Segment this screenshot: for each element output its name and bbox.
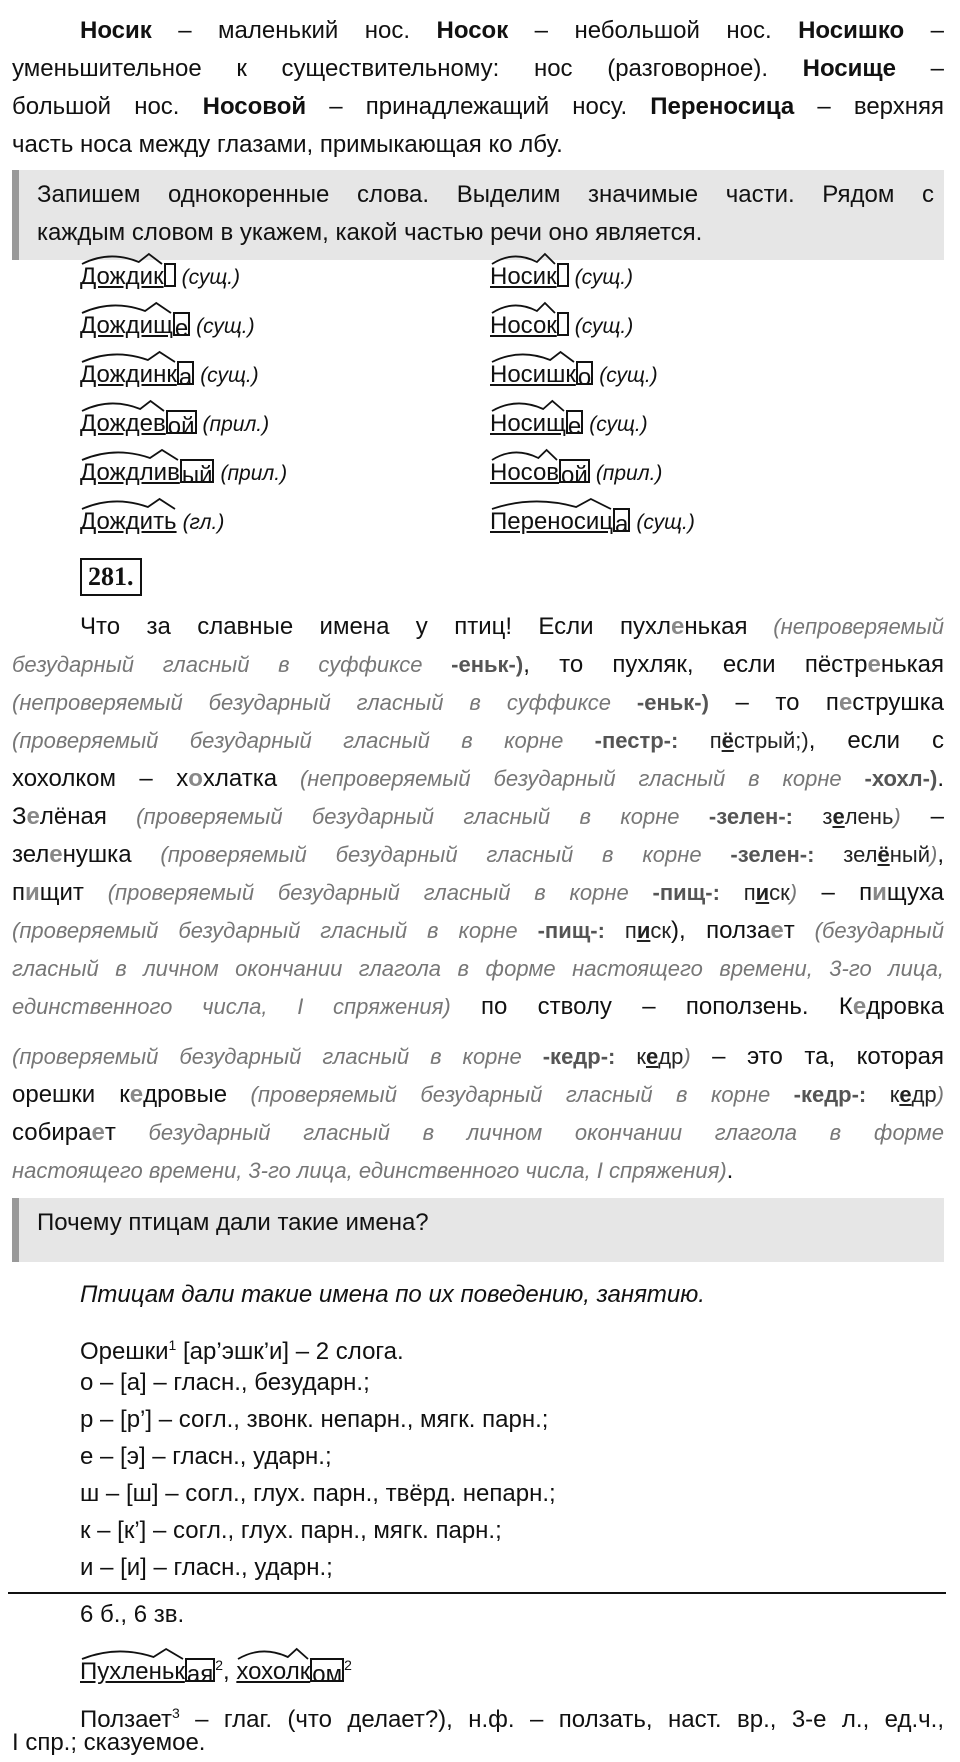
ending-box: а [613,508,630,532]
phon-line: и – [и] – гласн., ударн.; [80,1554,333,1581]
text281-row-3: (непроверяемый безударный гласный в суффиксе -еньк-) – то пеструшка [12,689,944,716]
text281-row-11: единственного числа, I спряжения) по стволу – поползень. Кедровка [12,993,944,1020]
exercise-number: 281. [80,558,142,596]
root-arc [80,350,177,364]
left-word-3: Дождинка (сущ.) [80,360,259,391]
ending-box: а [177,361,194,385]
ending-box: ый [180,459,215,483]
root-arc [236,1647,310,1661]
left-word-6: Дождить (гл.) [80,507,224,538]
text281-row-13: орешки кедровые (проверяемый безударный гласный в корне -кедр-: кедр) [12,1081,944,1108]
ending-box [557,312,569,336]
intro-line-4: часть носа между глазами, примыкающая ко лбу. [12,131,563,158]
part-of-speech: (сущ.) [574,315,634,338]
morph2-line: Пухленькая $^2$, хохолком $^2$ [80,1650,352,1687]
ending-box [164,263,176,287]
ending-box: о [576,361,593,385]
part-of-speech: (сущ.) [181,266,241,289]
part-of-speech: (прил.) [202,413,270,436]
root-arc [490,448,559,462]
analysis3-line-1: Ползает$^3$ – глаг. (что делает?), н.ф. – ползать, наст. вр., 3-е л., ед.ч., [80,1705,944,1733]
text281-row-1: Что за славные имена у птиц! Если пухленькая (непроверяемый [80,613,945,640]
root-arc [490,252,557,266]
ending-box: ой [166,410,197,434]
root-arc [490,350,576,364]
task1-line-2: каждым словом в укажем, какой частью речи оно является. [37,219,703,246]
root-arc [490,399,566,413]
morph2-word-2: хохолком [236,1657,344,1687]
term-nosishko: Носишко [798,17,905,44]
part-of-speech: (сущ.) [200,364,259,387]
root-arc [490,301,557,315]
phon-line: к – [к’] – согл., глух. парн., мягк. парн.; [80,1517,502,1544]
text281-row-9: (проверяемый безударный гласный в корне -пищ-: писк), ползaет (безударный [12,917,944,944]
text281-row-12: (проверяемый безударный гласный в корне -кедр-: кедр) – это та, которая [12,1043,944,1070]
term-nosische: Носище [802,55,896,82]
intro-line-1: Носик – маленький нос. Носок – небольшой нос. Носишко – [80,17,945,44]
ending-box: е [173,312,190,336]
root-arc [80,497,177,511]
phon-line: ш – [ш] – согл., глух. парн., твёрд. непарн.; [80,1480,556,1507]
ending-box: ой [559,459,590,483]
right-word-1: Носик (сущ.) [490,262,633,293]
phon-line: о – [а] – гласн., безударн.; [80,1369,370,1396]
ending-box: е [566,410,583,434]
task-box-1 [12,170,944,260]
right-word-5: Носовой (прил.) [490,458,662,489]
task-box-2 [12,1198,944,1262]
text281-row-8: пищит (проверяемый безударный гласный в корне -пищ-: писк) – пищуха [12,879,945,906]
part-of-speech: (сущ.) [599,364,658,387]
root-arc [80,399,166,413]
left-word-1: Дождик (сущ.) [80,262,240,293]
part-of-speech: (сущ.) [636,511,695,534]
left-word-2: Дождище (сущ.) [80,311,255,342]
phon-line: е – [э] – гласн., ударн.; [80,1443,332,1470]
text281-row-6: Зелёная (проверяемый безударный гласный в корне -зелен-: зелень) – [12,803,945,830]
left-word-4: Дождевой (прил.) [80,409,269,440]
part-of-speech: (прил.) [595,462,663,485]
phon-total: 6 б., 6 зв. [80,1601,185,1628]
root-arc [80,252,164,266]
part-of-speech: (сущ.) [589,413,648,436]
intro-line-2: уменьшительное к существительному: нос (разговорное). Носище – [12,55,944,82]
task1-line-1: Запишем однокоренные слова. Выделим значимые части. Рядом с [37,181,934,208]
right-word-2: Носок (сущ.) [490,311,633,342]
answer-text: Птицам дали такие имена по их поведению, занятию. [80,1281,705,1308]
task2-text: Почему птицам дали такие имена? [37,1209,429,1236]
term-perenosica: Переносица [650,93,795,120]
text281-row-10: гласный в личном окончании глагола в форме настоящего времени, 3-го лица, [12,956,944,981]
morph2-word-1: Пухленькая [80,1657,215,1687]
term-nosok: Носок [436,17,509,44]
text281-row-2: безударный гласный в суффиксе -еньк-), то пухляк, если пёстренькая [12,651,945,678]
root-arc [490,497,613,511]
right-word-6: Переносица (сущ.) [490,507,695,538]
ending-box [557,263,569,287]
intro-line-3: большой нос. Носовой – принадлежащий носу. Переносица – верхняя [12,93,944,120]
right-word-4: Носище (сущ.) [490,409,648,440]
text281-row-5: хохолком – хохлатка (непроверяемый безударный гласный в корне -хохл-). [12,765,944,792]
root-arc [80,1647,185,1661]
text281-row-15: настоящего времени, 3-го лица, единственного числа, I спряжения). [12,1157,734,1184]
part-of-speech: (сущ.) [196,315,255,338]
part-of-speech: (гл.) [182,511,225,534]
part-of-speech: (прил.) [220,462,288,485]
divider-line [8,1592,946,1594]
phon-line: р – [р’] – согл., звонк. непарн., мягк. парн.; [80,1406,549,1433]
text281-row-14: собирает безударный гласный в личном окончании глагола в форме [12,1119,944,1146]
phon-head: Орешки$^1$ [ар’эшк’и] – 2 слога. [80,1337,404,1365]
root-arc [80,448,180,462]
root-arc [80,301,173,315]
part-of-speech: (сущ.) [574,266,634,289]
term-nosovoy: Носовой [202,93,307,120]
text281-row-4: (проверяемый безударный гласный в корне -пестр-: пёстрый;), если с [12,727,944,754]
term-nosik: Носик [80,17,152,44]
left-word-5: Дождливый (прил.) [80,458,287,489]
right-word-3: Носишко (сущ.) [490,360,658,391]
text281-row-7: зеленушка (проверяемый безударный гласный в корне -зелен-: зелёный), [12,841,944,868]
analysis3-line-2: I спр.; сказуемое. [12,1729,206,1756]
